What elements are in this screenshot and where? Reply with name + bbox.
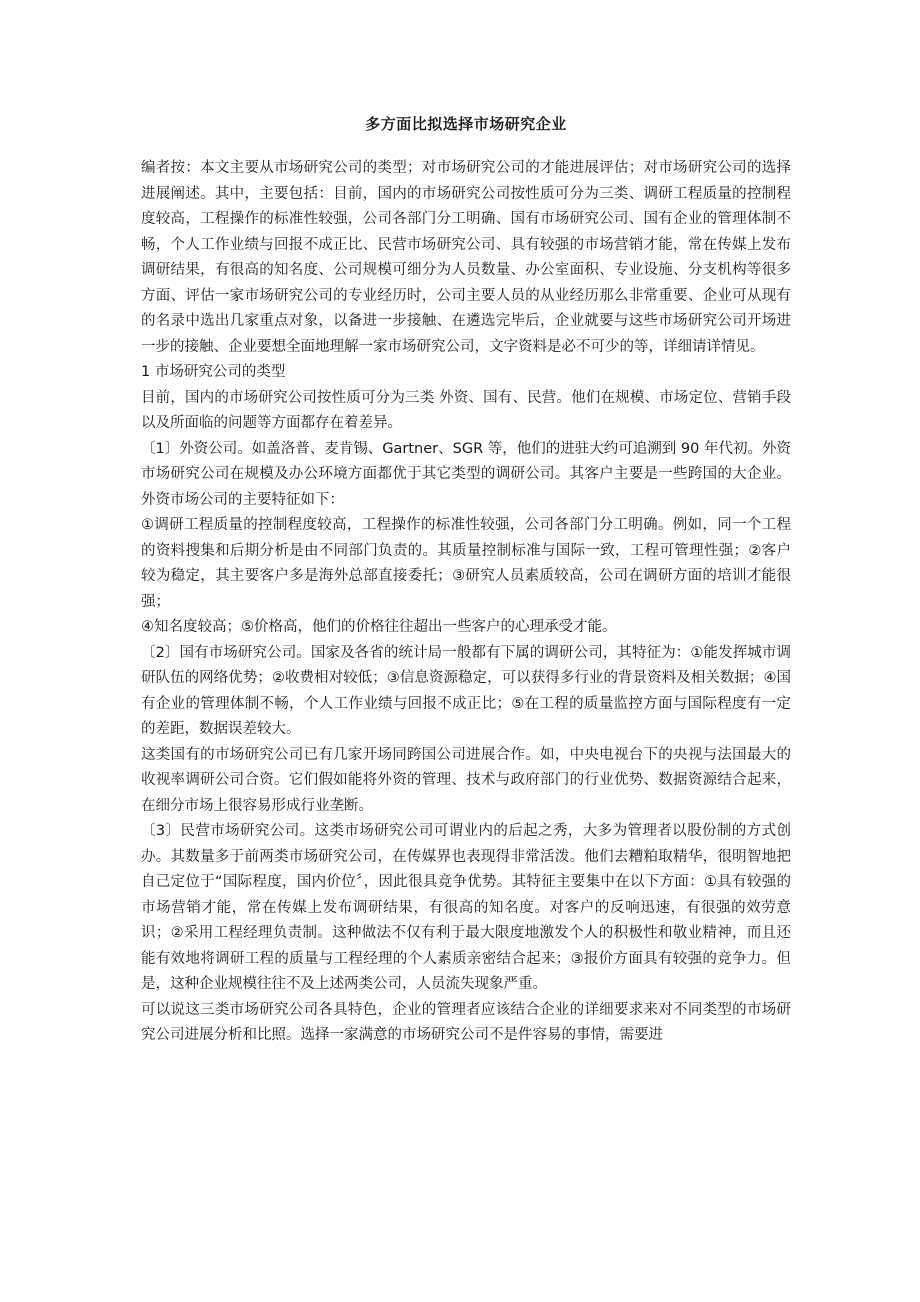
editor-note-paragraph: 编者按：本文主要从市场研究公司的类型；对市场研究公司的才能进展评估；对市场研究公司的选择进展阐述。其中，主要包括：目前，国内的市场研究公司按性质可分为三类、调研工程质量的控制程度较高，工程操作的标准性较强，公司各部门分工明确、国有市场研究公司、国有企业的管理体制不畅，个人工作业绩与回报不成正比、民营市场研究公司、具有较强的市场营销才能，常在传媒上发布调研结果，有很高的知名度、公司规模可细分为人员数量、办公室面积、专业设施、分支机构等很多方面、评估一家市场研究公司的专业经历时，公司主要人员的从业经历那么非常重要、企业可从现有的名录中选出几家重点对象，以备进一步接触、在遴选完毕后，企业就要与这些市场研究公司开场进一步的接触、企业要想全面地理解一家市场研究公司，文字资料是必不可少的等，详细请详情见。 [141,160,791,355]
document-page [141,112,791,1049]
body-paragraph: 可以说这三类市场研究公司各具特色，企业的管理者应该结合企业的详细要求来对不同类型的市场研究公司进展分析和比照。选择一家满意的市场研究公司不是件容易的事情，需要进 [141,1001,791,1043]
document-body [141,156,791,1049]
body-paragraph: 〔3〕民营市场研究公司。这类市场研究公司可谓业内的后起之秀，大多为管理者以股份制的方式创办。其数量多于前两类市场研究公司，在传媒界也表现得非常活泼。他们去糟粕取精华，很明智地把自己定位于“国际程度，国内价位〞，因此很具竞争优势。其特征主要集中在以下方面：①具有较强的市场营销才能，常在传媒上发布调研结果，有很高的知名度。对客户的反响迅速，有很强的效劳意识；②采用工程经理负责制。这种做法不仅有利于最大限度地激发个人的积极性和敬业精神，而且还能有效地将调研工程的质量与工程经理的个人素质亲密结合起来；③报价方面具有较强的竞争力。但是，这种企业规模往往不及上述两类公司，人员流失现象严重。 [141,823,791,992]
section-heading-company-types: 1 市场研究公司的类型 [141,364,286,380]
body-paragraph: 〔2〕国有市场研究公司。国家及各省的统计局一般都有下属的调研公司，其特征为：①能发挥城市调研队伍的网络优势；②收费相对较低；③信息资源稳定，可以获得多行业的背景资料及相关数据；④国有企业的管理体制不畅，个人工作业绩与回报不成正比；⑤在工程的质量监控方面与国际程度有一定的差距，数据误差较大。 [141,644,791,737]
body-paragraph: ①调研工程质量的控制程度较高，工程操作的标准性较强，公司各部门分工明确。例如，同一个工程的资料搜集和后期分析是由不同部门负责的。其质量控制标准与国际一致，工程可管理性强；②客户较为稳定，其主要客户多是海外总部直接委托；③研究人员素质较高，公司在调研方面的培训才能很强； [141,517,791,610]
body-paragraph: 目前，国内的市场研究公司按性质可分为三类 外资、国有、民营。他们在规模、市场定位、营销手段以及所面临的问题等方面都存在着差异。 [141,389,791,431]
body-paragraph: 〔1〕外资公司。如盖洛普、麦肯锡、Gartner、SGR 等，他们的进驻大约可追溯到 90 年代初。外资市场研究公司在规模及办公环境方面都优于其它类型的调研公司。其客户主要是一些跨国的大企业。外资市场公司的主要特征如下： [141,440,791,508]
body-paragraph: ④知名度较高；⑤价格高，他们的价格往往超出一些客户的心理承受才能。 [141,619,617,635]
body-paragraph: 这类国有的市场研究公司已有几家开场同跨国公司进展合作。如，中央电视台下的央视与法国最大的收视率调研公司合资。它们假如能将外资的管理、技术与政府部门的行业优势、数据资源结合起来，在细分市场上很容易形成行业垄断。 [141,746,791,814]
document-title: 多方面比拟选择市场研究企业 [365,115,567,133]
